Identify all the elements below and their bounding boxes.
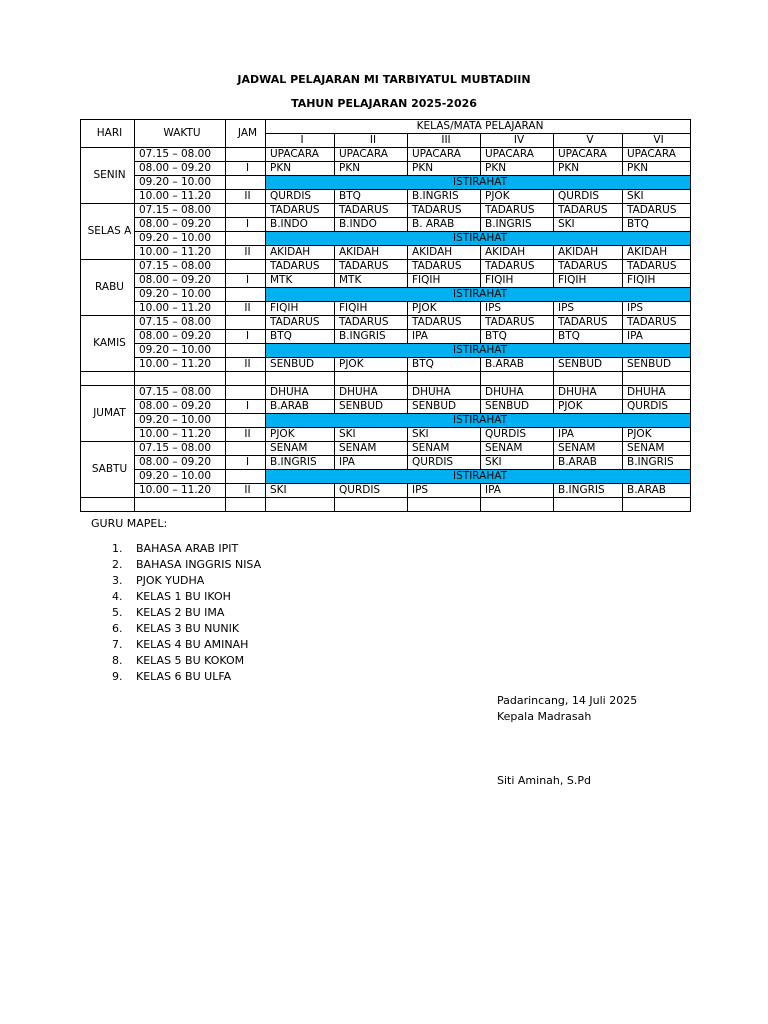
subject-cell: QURDIS	[266, 190, 335, 204]
time-cell: 08.00 – 09.20	[135, 162, 226, 176]
subject-cell: B.INGRIS	[335, 330, 408, 344]
subject-cell: PJOK	[623, 428, 691, 442]
empty-cell	[623, 372, 691, 386]
subject-cell: AKIDAH	[554, 246, 623, 260]
subject-cell: MTK	[335, 274, 408, 288]
time-cell: 07.15 – 08.00	[135, 260, 226, 274]
empty-cell	[135, 372, 226, 386]
guru-name: KELAS 6 BU ULFA	[136, 670, 232, 683]
subject-cell: TADARUS	[335, 204, 408, 218]
time-cell: 09.20 – 10.00	[135, 232, 226, 246]
jam-cell	[226, 260, 266, 274]
subject-cell: UPACARA	[335, 148, 408, 162]
schedule-row	[81, 316, 691, 330]
subject-cell: UPACARA	[266, 148, 335, 162]
subject-cell: IPS	[554, 302, 623, 316]
subject-cell: QURDIS	[335, 484, 408, 498]
subject-cell: IPA	[481, 484, 554, 498]
guru-name: KELAS 2 BU IMA	[136, 606, 225, 619]
header-class: VI	[623, 134, 691, 148]
subject-cell: B.INGRIS	[266, 456, 335, 470]
empty-row	[81, 372, 691, 386]
subject-cell: UPACARA	[408, 148, 481, 162]
subject-cell: SENBUD	[481, 400, 554, 414]
guru-name: PJOK YUDHA	[136, 574, 205, 587]
subject-cell: SENAM	[408, 442, 481, 456]
schedule-row	[81, 386, 691, 400]
subject-cell: SENAM	[335, 442, 408, 456]
subject-cell: SENAM	[623, 442, 691, 456]
document-title: JADWAL PELAJARAN MI TARBIYATUL MUBTADIIN	[237, 73, 531, 86]
empty-cell	[266, 372, 335, 386]
header-class: III	[408, 134, 481, 148]
guru-list-item	[106, 589, 261, 605]
subject-cell: QURDIS	[481, 428, 554, 442]
schedule-row	[81, 302, 691, 316]
subject-cell: AKIDAH	[623, 246, 691, 260]
jam-cell: I	[226, 274, 266, 288]
list-number: 6.	[112, 622, 123, 635]
schedule-row	[81, 456, 691, 470]
header-class: V	[554, 134, 623, 148]
empty-cell	[481, 498, 554, 512]
jam-cell: I	[226, 400, 266, 414]
empty-cell	[226, 498, 266, 512]
schedule-row	[81, 484, 691, 498]
time-cell: 10.00 – 11.20	[135, 358, 226, 372]
schedule-row	[81, 148, 691, 162]
guru-mapel-label: GURU MAPEL:	[91, 517, 168, 530]
subject-cell: B.INDO	[266, 218, 335, 232]
subject-cell: PKN	[266, 162, 335, 176]
jam-cell: I	[226, 218, 266, 232]
empty-cell	[81, 498, 135, 512]
time-cell: 10.00 – 11.20	[135, 190, 226, 204]
subject-cell: B.ARAB	[266, 400, 335, 414]
signature-place-date: Padarincang, 14 Juli 2025	[497, 694, 638, 707]
empty-cell	[135, 498, 226, 512]
schedule-row	[81, 204, 691, 218]
istirahat-cell: ISTIRAHAT	[266, 232, 691, 246]
schedule-row	[81, 218, 691, 232]
subject-cell: B.INGRIS	[554, 484, 623, 498]
subject-cell: SKI	[408, 428, 481, 442]
subject-cell: DHUHA	[554, 386, 623, 400]
subject-cell: PKN	[623, 162, 691, 176]
subject-cell: TADARUS	[408, 204, 481, 218]
subject-cell: FIQIH	[266, 302, 335, 316]
subject-cell: TADARUS	[554, 260, 623, 274]
guru-name: BAHASA ARAB IPIT	[136, 542, 239, 555]
jam-cell	[226, 414, 266, 428]
subject-cell: PJOK	[554, 400, 623, 414]
time-cell: 08.00 – 09.20	[135, 218, 226, 232]
schedule-row	[81, 232, 691, 246]
time-cell: 10.00 – 11.20	[135, 428, 226, 442]
guru-list-item	[106, 541, 261, 557]
subject-cell: TADARUS	[481, 204, 554, 218]
schedule-row	[81, 358, 691, 372]
guru-list-item	[106, 573, 261, 589]
subject-cell: B.INGRIS	[408, 190, 481, 204]
jam-cell	[226, 288, 266, 302]
subject-cell: FIQIH	[554, 274, 623, 288]
schedule-row	[81, 414, 691, 428]
jam-cell	[226, 204, 266, 218]
subject-cell: FIQIH	[335, 302, 408, 316]
subject-cell: IPA	[335, 456, 408, 470]
time-cell: 10.00 – 11.20	[135, 302, 226, 316]
subject-cell: FIQIH	[408, 274, 481, 288]
time-cell: 09.20 – 10.00	[135, 176, 226, 190]
subject-cell: IPS	[408, 484, 481, 498]
schedule-row	[81, 176, 691, 190]
jam-cell: II	[226, 190, 266, 204]
subject-cell: QURDIS	[554, 190, 623, 204]
subject-cell: SENBUD	[335, 400, 408, 414]
subject-cell: DHUHA	[335, 386, 408, 400]
subject-cell: TADARUS	[481, 260, 554, 274]
jam-cell: II	[226, 246, 266, 260]
subject-cell: AKIDAH	[335, 246, 408, 260]
empty-cell	[408, 498, 481, 512]
subject-cell: SKI	[266, 484, 335, 498]
jam-cell: II	[226, 484, 266, 498]
time-cell: 09.20 – 10.00	[135, 414, 226, 428]
time-cell: 07.15 – 08.00	[135, 148, 226, 162]
subject-cell: IPA	[554, 428, 623, 442]
schedule-table	[80, 119, 691, 512]
subject-cell: UPACARA	[481, 148, 554, 162]
schedule-row	[81, 442, 691, 456]
empty-cell	[335, 498, 408, 512]
time-cell: 10.00 – 11.20	[135, 246, 226, 260]
schedule-row	[81, 162, 691, 176]
subject-cell: B. ARAB	[408, 218, 481, 232]
subject-cell: PKN	[335, 162, 408, 176]
time-cell: 07.15 – 08.00	[135, 316, 226, 330]
guru-name: KELAS 4 BU AMINAH	[136, 638, 249, 651]
subject-cell: BTQ	[554, 330, 623, 344]
schedule-row	[81, 260, 691, 274]
subject-cell: PJOK	[266, 428, 335, 442]
time-cell: 08.00 – 09.20	[135, 274, 226, 288]
guru-name: KELAS 1 BU IKOH	[136, 590, 231, 603]
jam-cell	[226, 232, 266, 246]
guru-list	[106, 541, 261, 685]
istirahat-cell: ISTIRAHAT	[266, 414, 691, 428]
jam-cell	[226, 386, 266, 400]
header-class: I	[266, 134, 335, 148]
schedule-row	[81, 330, 691, 344]
jam-cell	[226, 442, 266, 456]
subject-cell: SENAM	[554, 442, 623, 456]
subject-cell: IPS	[623, 302, 691, 316]
empty-row	[81, 498, 691, 512]
schedule-row	[81, 470, 691, 484]
guru-list-item	[106, 669, 261, 685]
schedule-row	[81, 288, 691, 302]
subject-cell: BTQ	[266, 330, 335, 344]
document-subtitle: TAHUN PELAJARAN 2025-2026	[291, 97, 477, 110]
schedule-row	[81, 190, 691, 204]
guru-name: KELAS 5 BU KOKOM	[136, 654, 245, 667]
jam-cell: II	[226, 358, 266, 372]
subject-cell: PJOK	[481, 190, 554, 204]
time-cell: 07.15 – 08.00	[135, 386, 226, 400]
subject-cell: SENBUD	[408, 400, 481, 414]
subject-cell: SKI	[481, 456, 554, 470]
subject-cell: SKI	[335, 428, 408, 442]
subject-cell: TADARUS	[623, 260, 691, 274]
empty-cell	[554, 372, 623, 386]
subject-cell: B.INDO	[335, 218, 408, 232]
istirahat-cell: ISTIRAHAT	[266, 288, 691, 302]
empty-cell	[226, 372, 266, 386]
day-name: SELAS A	[81, 204, 135, 260]
subject-cell: PKN	[408, 162, 481, 176]
jam-cell	[226, 176, 266, 190]
subject-cell: DHUHA	[481, 386, 554, 400]
subject-cell: AKIDAH	[266, 246, 335, 260]
subject-cell: SENBUD	[554, 358, 623, 372]
empty-cell	[81, 372, 135, 386]
time-cell: 09.20 – 10.00	[135, 470, 226, 484]
subject-cell: TADARUS	[335, 316, 408, 330]
jam-cell	[226, 470, 266, 484]
signature-name: Siti Aminah, S.Pd	[497, 774, 591, 787]
istirahat-cell: ISTIRAHAT	[266, 470, 691, 484]
jam-cell	[226, 344, 266, 358]
schedule-row	[81, 246, 691, 260]
time-cell: 09.20 – 10.00	[135, 288, 226, 302]
guru-list-item	[106, 637, 261, 653]
subject-cell: TADARUS	[623, 204, 691, 218]
jam-cell: II	[226, 302, 266, 316]
day-name: SENIN	[81, 148, 135, 204]
guru-name: KELAS 3 BU NUNIK	[136, 622, 240, 635]
signature-role: Kepala Madrasah	[497, 710, 592, 723]
subject-cell: AKIDAH	[481, 246, 554, 260]
subject-cell: QURDIS	[623, 400, 691, 414]
header-class: II	[335, 134, 408, 148]
subject-cell: B.ARAB	[623, 484, 691, 498]
empty-cell	[408, 372, 481, 386]
jam-cell: I	[226, 162, 266, 176]
list-number: 3.	[112, 574, 123, 587]
istirahat-cell: ISTIRAHAT	[266, 344, 691, 358]
schedule-row	[81, 274, 691, 288]
list-number: 1.	[112, 542, 123, 555]
subject-cell: BTQ	[335, 190, 408, 204]
guru-list-item	[106, 621, 261, 637]
subject-cell: SENBUD	[266, 358, 335, 372]
time-cell: 10.00 – 11.20	[135, 484, 226, 498]
subject-cell: TADARUS	[481, 316, 554, 330]
empty-cell	[481, 372, 554, 386]
time-cell: 09.20 – 10.00	[135, 344, 226, 358]
time-cell: 08.00 – 09.20	[135, 456, 226, 470]
subject-cell: TADARUS	[554, 204, 623, 218]
subject-cell: TADARUS	[408, 260, 481, 274]
list-number: 8.	[112, 654, 123, 667]
subject-cell: SENAM	[481, 442, 554, 456]
subject-cell: B.ARAB	[481, 358, 554, 372]
list-number: 9.	[112, 670, 123, 683]
subject-cell: B.ARAB	[554, 456, 623, 470]
subject-cell: UPACARA	[623, 148, 691, 162]
schedule-row	[81, 428, 691, 442]
jam-cell: II	[226, 428, 266, 442]
subject-cell: SKI	[623, 190, 691, 204]
subject-cell: BTQ	[481, 330, 554, 344]
subject-cell: DHUHA	[623, 386, 691, 400]
subject-cell: MTK	[266, 274, 335, 288]
day-name: KAMIS	[81, 316, 135, 372]
header-class: IV	[481, 134, 554, 148]
schedule-row	[81, 344, 691, 358]
list-number: 4.	[112, 590, 123, 603]
subject-cell: PJOK	[335, 358, 408, 372]
subject-cell: IPA	[623, 330, 691, 344]
empty-cell	[623, 498, 691, 512]
time-cell: 08.00 – 09.20	[135, 330, 226, 344]
subject-cell: TADARUS	[335, 260, 408, 274]
day-name: SABTU	[81, 442, 135, 498]
subject-cell: TADARUS	[554, 316, 623, 330]
subject-cell: TADARUS	[266, 260, 335, 274]
empty-cell	[335, 372, 408, 386]
list-number: 2.	[112, 558, 123, 571]
subject-cell: AKIDAH	[408, 246, 481, 260]
jam-cell: I	[226, 330, 266, 344]
empty-cell	[266, 498, 335, 512]
subject-cell: IPA	[408, 330, 481, 344]
guru-list-item	[106, 557, 261, 573]
header-hari: HARI	[81, 120, 135, 148]
guru-list-item	[106, 605, 261, 621]
subject-cell: TADARUS	[408, 316, 481, 330]
subject-cell: PJOK	[408, 302, 481, 316]
jam-cell: I	[226, 456, 266, 470]
subject-cell: SENBUD	[623, 358, 691, 372]
header-kelas: KELAS/MATA PELAJARAN	[266, 120, 691, 134]
subject-cell: FIQIH	[623, 274, 691, 288]
subject-cell: TADARUS	[266, 204, 335, 218]
list-number: 7.	[112, 638, 123, 651]
header-jam: JAM	[226, 120, 266, 148]
empty-cell	[554, 498, 623, 512]
subject-cell: TADARUS	[266, 316, 335, 330]
time-cell: 07.15 – 08.00	[135, 204, 226, 218]
jam-cell	[226, 148, 266, 162]
subject-cell: SKI	[554, 218, 623, 232]
subject-cell: DHUHA	[408, 386, 481, 400]
schedule-row	[81, 400, 691, 414]
subject-cell: SENAM	[266, 442, 335, 456]
header-waktu: WAKTU	[135, 120, 226, 148]
jam-cell	[226, 316, 266, 330]
subject-cell: B.INGRIS	[481, 218, 554, 232]
guru-name: BAHASA INGGRIS NISA	[136, 558, 262, 571]
subject-cell: IPS	[481, 302, 554, 316]
subject-cell: TADARUS	[623, 316, 691, 330]
subject-cell: QURDIS	[408, 456, 481, 470]
day-name: RABU	[81, 260, 135, 316]
time-cell: 07.15 – 08.00	[135, 442, 226, 456]
subject-cell: UPACARA	[554, 148, 623, 162]
subject-cell: BTQ	[623, 218, 691, 232]
subject-cell: PKN	[481, 162, 554, 176]
time-cell: 08.00 – 09.20	[135, 400, 226, 414]
subject-cell: PKN	[554, 162, 623, 176]
istirahat-cell: ISTIRAHAT	[266, 176, 691, 190]
subject-cell: B.INGRIS	[623, 456, 691, 470]
guru-list-item	[106, 653, 261, 669]
list-number: 5.	[112, 606, 123, 619]
subject-cell: DHUHA	[266, 386, 335, 400]
subject-cell: BTQ	[408, 358, 481, 372]
day-name: JUMAT	[81, 386, 135, 442]
subject-cell: FIQIH	[481, 274, 554, 288]
